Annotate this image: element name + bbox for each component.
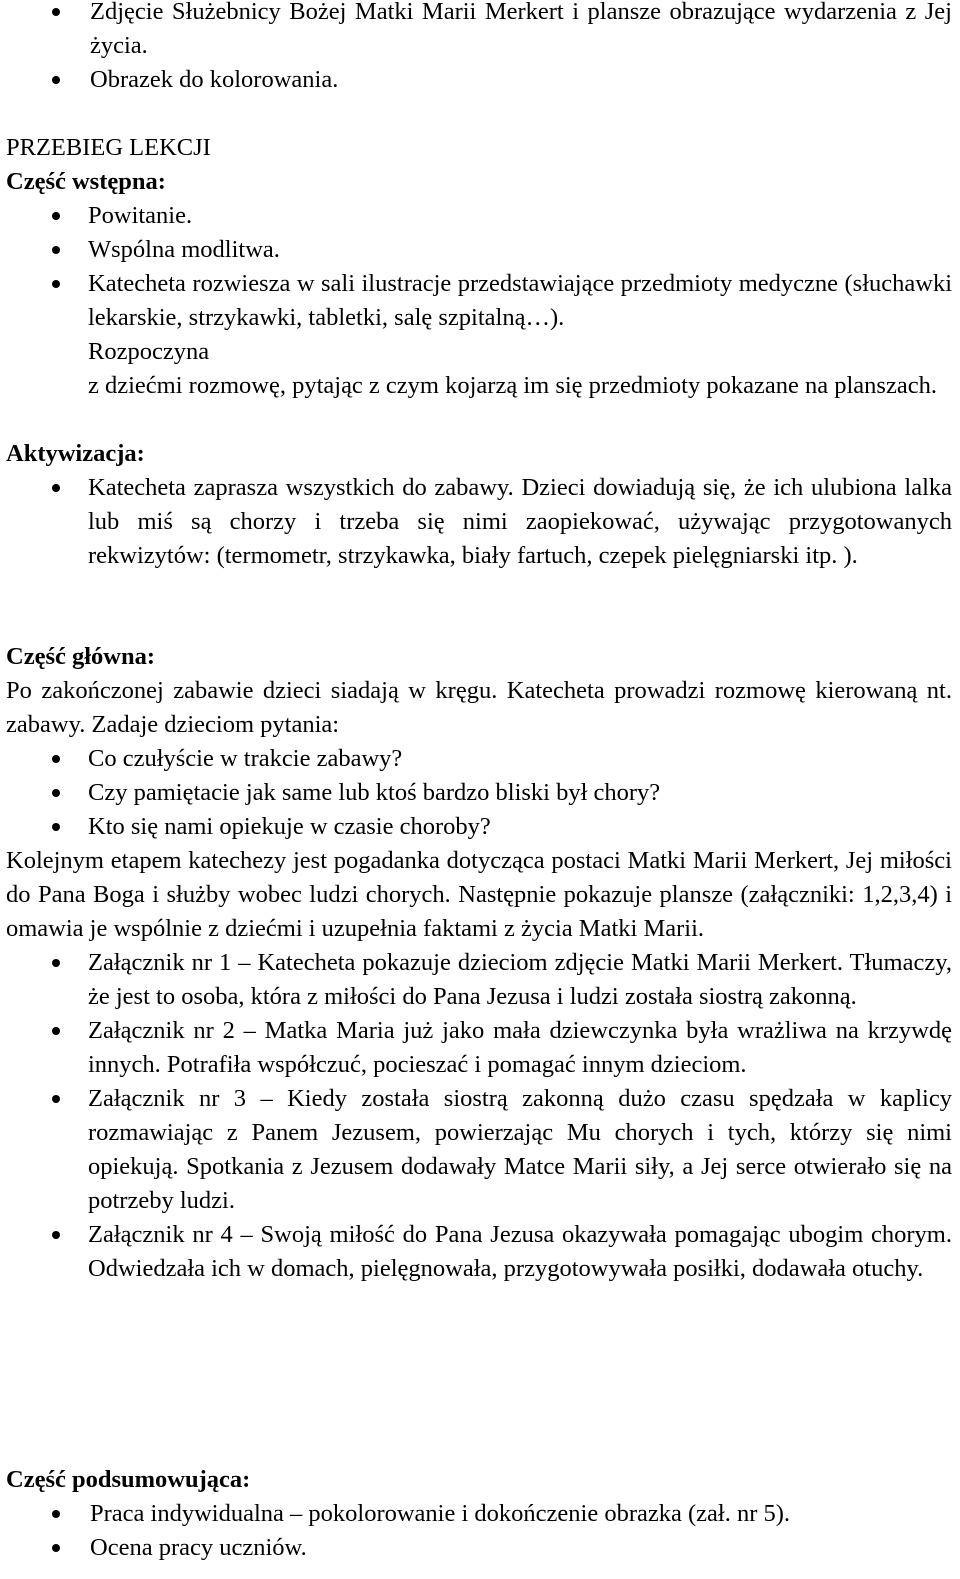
lesson-title-block (6, 131, 952, 165)
list-item: Kto się nami opiekuje w czasie choroby? (6, 810, 952, 844)
main-section (6, 640, 952, 1286)
section-heading: Aktywizacja: (6, 440, 145, 467)
intro-continuation (6, 335, 952, 403)
list-item: Praca indywidualna – pokolorowanie i dokończenie obrazka (zał. nr 5). (6, 1497, 952, 1531)
intro-list (6, 199, 952, 335)
list-item: Załącznik nr 4 – Swoją miłość do Pana Jezusa okazywała pomagając ubogim chorym. Odwiedzała ich w domach, pielęgnowała, przygotowywała posiłki, dodawała otuchy. (6, 1218, 952, 1286)
list-item: Obrazek do kolorowania. (6, 63, 952, 97)
intro-section (6, 165, 952, 403)
list-item: Powitanie. (6, 199, 952, 233)
summary-list (6, 1497, 952, 1565)
list-item: Czy pamiętacie jak same lub ktoś bardzo bliski był chory? (6, 776, 952, 810)
list-item: Katecheta zaprasza wszystkich do zabawy. Dzieci dowiadują się, że ich ulubiona lalka lub miś są chorzy i trzeba się nimi zaopiekować, używając przygotowanych rekwizytów: (termometr, strzykawka, biały fartuch, czepek pielęgniarski itp. ). (6, 471, 952, 573)
list-item: Wspólna modlitwa. (6, 233, 952, 267)
questions-list (6, 742, 952, 844)
materials-section (6, 0, 952, 97)
main-paragraph: Po zakończonej zabawie dzieci siadają w kręgu. Katecheta prowadzi rozmowę kierowaną nt. zabawy. Zadaje dzieciom pytania: (6, 677, 952, 738)
materials-list (6, 0, 952, 97)
list-item: Załącznik nr 2 – Matka Maria już jako mała dziewczynka była wrażliwa na krzywdę innych. Potrafiła współczuć, pocieszać i pomagać innym dzieciom. (6, 1014, 952, 1082)
list-item: Zdjęcie Służebnicy Bożej Matki Marii Merkert i plansze obrazujące wydarzenia z Jej życia. (6, 0, 952, 63)
summary-section (6, 1463, 952, 1565)
intro-continuation-line: Rozpoczyna (88, 338, 210, 365)
section-heading: Część główna: (6, 643, 156, 670)
activation-list (6, 471, 952, 573)
activation-section (6, 437, 952, 573)
list-item: Ocena pracy uczniów. (6, 1531, 952, 1565)
main-paragraph: Kolejnym etapem katechezy jest pogadanka dotycząca postaci Matki Marii Merkert, Jej miłości do Pana Boga i służby wobec ludzi chorych. Następnie pokazuje plansze (załączniki: 1,2,3,4) i omawia je wspólnie z dziećmi i uzupełnia faktami z życia Matki Marii. (6, 847, 952, 942)
intro-continuation-text: z dziećmi rozmowę, pytając z czym kojarzą im się przedmioty pokazane na planszach. (88, 372, 937, 399)
page-title: PRZEBIEG LEKCJI (6, 134, 211, 161)
section-heading: Część wstępna: (6, 168, 166, 195)
attachments-list (6, 946, 952, 1286)
list-item: Załącznik nr 3 – Kiedy została siostrą zakonną dużo czasu spędzała w kaplicy rozmawiając z Panem Jezusem, powierzając Mu chorych i tych, którzy się nimi opiekują. Spotkania z Jezusem dodawały Matce Marii siły, a Jej serce otwierało się na potrzeby ludzi. (6, 1082, 952, 1218)
list-item: Załącznik nr 1 – Katecheta pokazuje dzieciom zdjęcie Matki Marii Merkert. Tłumaczy, że jest to osoba, która z miłości do Pana Jezusa i ludzi została siostrą zakonną. (6, 946, 952, 1014)
section-heading: Część podsumowująca: (6, 1466, 251, 1493)
list-item: Co czułyście w trakcie zabawy? (6, 742, 952, 776)
list-item: Katecheta rozwiesza w sali ilustracje przedstawiające przedmioty medyczne (słuchawki lekarskie, strzykawki, tabletki, salę szpitalną…). (6, 267, 952, 335)
